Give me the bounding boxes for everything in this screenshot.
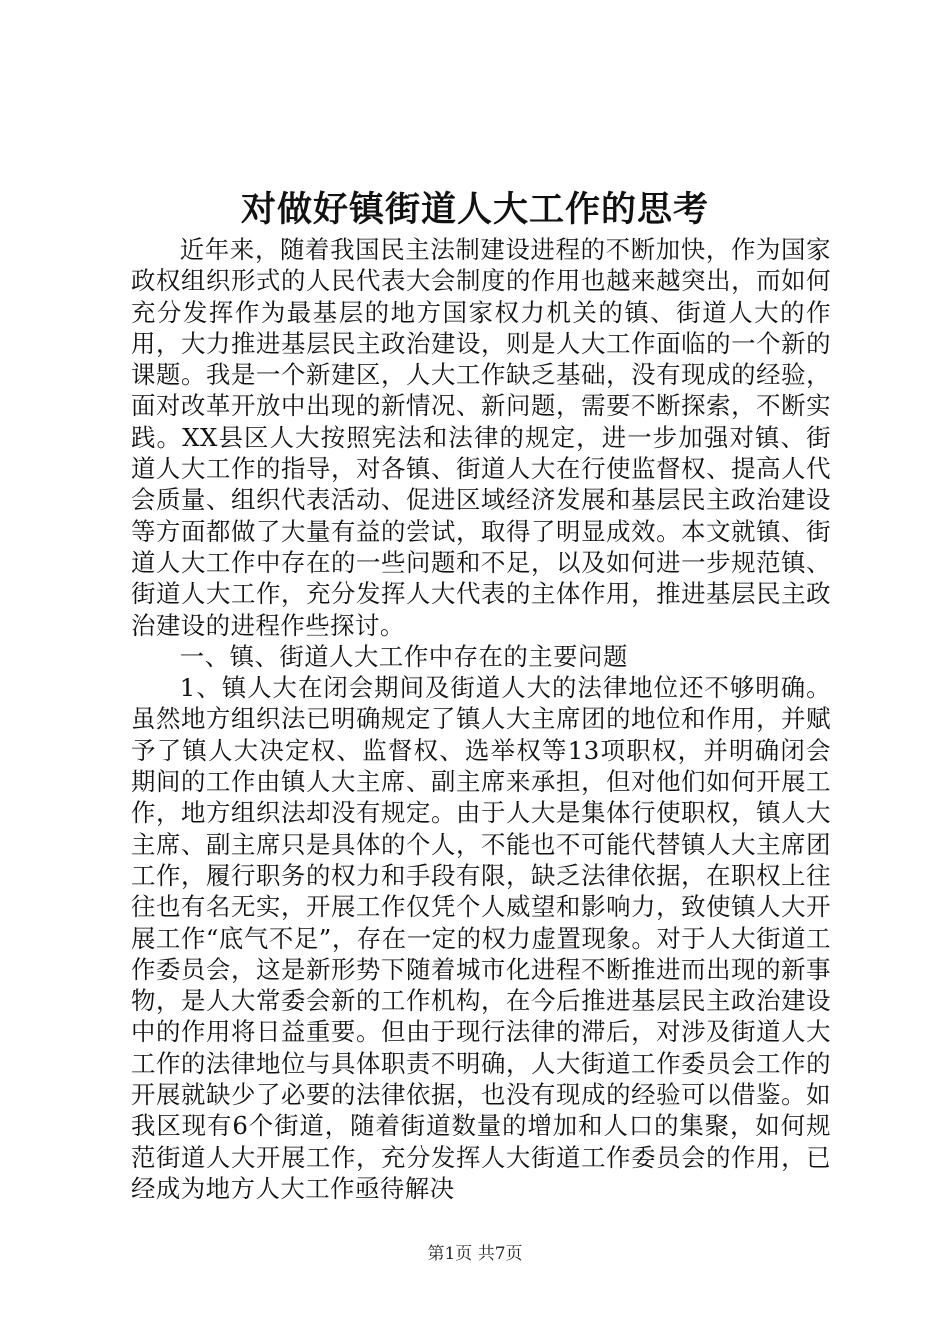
section-heading: 一、镇、街道人大工作中存在的主要问题 bbox=[179, 641, 628, 671]
document-title: 对做好镇街道人大工作的思考 bbox=[240, 189, 709, 230]
document-body bbox=[131, 234, 831, 1204]
body-paragraph: 1、镇人大在闭会期间及街道人大的法律地位还不够明确。虽然地方组织法已明确规定了镇人大主席团的地位和作用，并赋予了镇人大决定权、监督权、选举权等13项职权，并明确闭会期间的工作由镇人大主席、副主席来承担，但对他们如何开展工作，地方组织法却没有规定。由于人大是集体行使职权，镇人大主席、副主席只是具体的个人，不能也不可能代替镇人大主席团工作，履行职务的权力和手段有限，缺乏法律依据，在职权上往往也有名无实，开展工作仅凭个人威望和影响力，致使镇人大开展工作“底气不足”，存在一定的权力虚置现象。对于人大街道工作委员会，这是新形势下随着城市化进程不断推进而出现的新事物，是人大常委会新的工作机构，在今后推进基层民主政治建设中的作用将日益重要。但由于现行法律的滞后，对涉及街道人大工作的法律地位与具体职责不明确，人大街道工作委员会工作的开展就缺少了必要的法律依据，也没有现成的经验可以借鉴。如我区现有6个街道，随着街道数量的增加和人口的集聚，如何规范街道人大开展工作，充分发挥人大街道工作委员会的作用，已经成为地方人大工作亟待解决 bbox=[131, 673, 831, 1203]
page-number-footer: 第1页 共7页 bbox=[427, 1244, 523, 1264]
intro-paragraph: 近年来，随着我国民主法制建设进程的不断加快，作为国家政权组织形式的人民代表大会制度的作用也越来越突出，而如何充分发挥作为最基层的地方国家权力机关的镇、街道人大的作用，大力推进基层民主政治建设，则是人大工作面临的一个新的课题。我是一个新建区，人大工作缺乏基础，没有现成的经验，面对改革开放中出现的新情况、新问题，需要不断探索，不断实践。XX县区人大按照宪法和法律的规定，进一步加强对镇、街道人大工作的指导，对各镇、街道人大在行使监督权、提高人代会质量、组织代表活动、促进区域经济发展和基层民主政治建设等方面都做了大量有益的尝试，取得了明显成效。本文就镇、街道人大工作中存在的一些问题和不足，以及如何进一步规范镇、街道人大工作，充分发挥人大代表的主体作用，推进基层民主政治建设的进程作些探讨。 bbox=[131, 235, 831, 640]
